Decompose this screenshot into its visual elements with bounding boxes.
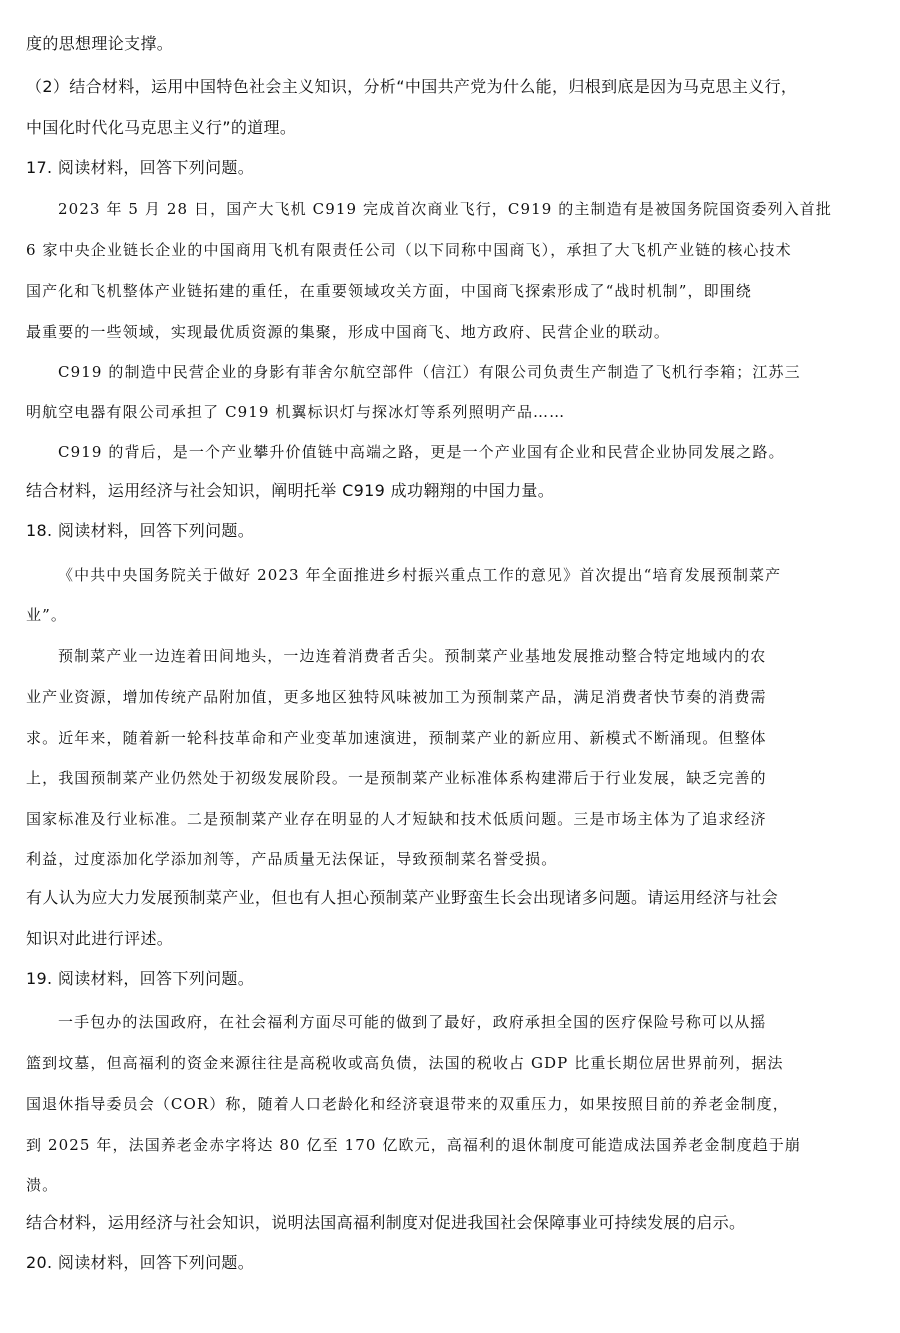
material-line: 求。近年来，随着新一轮科技革命和产业变革加速演进，预制菜产业的新应用、新模式不断涌现。但整体 <box>26 729 767 747</box>
material-line: 明航空电器有限公司承担了 C919 机翼标识灯与探冰灯等系列照明产品…… <box>26 403 566 421</box>
question-18-prompt: 有人认为应大力发展预制菜产业，但也有人担心预制菜产业野蛮生长会出现诸多问题。请运用经济与社会 <box>26 888 779 907</box>
material-line: 业”。 <box>26 606 67 624</box>
material-line: 预制菜产业一边连着田间地头，一边连着消费者舌尖。预制菜产业基地发展推动整合特定地域内的农 <box>58 647 767 665</box>
question-18-prompt-cont: 知识对此进行评述。 <box>26 929 174 948</box>
question-16-part-2: （2）结合材料，运用中国特色社会主义知识，分析“中国共产党为什么能，归根到底是因为马克思主义行， <box>26 77 798 96</box>
question-17-heading: 17. 阅读材料，回答下列问题。 <box>26 158 255 177</box>
text-line: 度的思想理论支撑。 <box>26 34 174 53</box>
question-18-heading: 18. 阅读材料，回答下列问题。 <box>26 521 255 540</box>
material-line: 篮到坟墓，但高福利的资金来源往往是高税收或高负债，法国的税收占 GDP 比重长期位居世界前列，据法 <box>26 1054 784 1072</box>
text-line: 中国化时代化马克思主义行”的道理。 <box>26 118 297 137</box>
question-20-heading: 20. 阅读材料，回答下列问题。 <box>26 1253 255 1272</box>
material-line: 业产业资源，增加传统产品附加值，更多地区独特风味被加工为预制菜产品，满足消费者快节奏的消费需 <box>26 688 767 706</box>
material-line: 2023 年 5 月 28 日，国产大飞机 C919 完成首次商业飞行，C919 的主制造有是被国务院国资委列入首批 <box>58 200 832 218</box>
question-19-heading: 19. 阅读材料，回答下列问题。 <box>26 969 255 988</box>
material-line: 利益，过度添加化学添加剂等，产品质量无法保证，导致预制菜名誉受损。 <box>26 850 558 868</box>
material-line: 最重要的一些领域，实现最优质资源的集聚，形成中国商飞、地方政府、民营企业的联动。 <box>26 323 671 341</box>
question-17-prompt: 结合材料，运用经济与社会知识，阐明托举 C919 成功翱翔的中国力量。 <box>26 481 555 500</box>
material-line: 溃。 <box>26 1176 59 1194</box>
material-line: 国产化和飞机整体产业链拓建的重任，在重要领域攻关方面，中国商飞探索形成了“战时机制”，即围绕 <box>26 282 752 300</box>
material-line: 一手包办的法国政府，在社会福利方面尽可能的做到了最好，政府承担全国的医疗保险号称可以从摇 <box>58 1013 767 1031</box>
material-line: 国退休指导委员会（COR）称，随着人口老龄化和经济衰退带来的双重压力，如果按照目前的养老金制度， <box>26 1095 789 1113</box>
material-line: 到 2025 年，法国养老金赤字将达 80 亿至 170 亿欧元，高福利的退休制度可能造成法国养老金制度趋于崩 <box>26 1136 802 1154</box>
material-line: 6 家中央企业链长企业的中国商用飞机有限责任公司（以下同称中国商飞），承担了大飞机产业链的核心技术 <box>26 241 792 259</box>
material-line: 《中共中央国务院关于做好 2023 年全面推进乡村振兴重点工作的意见》首次提出“培育发展预制菜产 <box>58 566 782 584</box>
question-19-prompt: 结合材料，运用经济与社会知识，说明法国高福利制度对促进我国社会保障事业可持续发展的启示。 <box>26 1213 746 1232</box>
material-line: C919 的背后，是一个产业攀升价值链中高端之路，更是一个产业国有企业和民营企业协同发展之路。 <box>58 443 785 461</box>
material-line: C919 的制造中民营企业的身影有菲舍尔航空部件（信江）有限公司负责生产制造了飞机行李箱；江苏三 <box>58 363 801 381</box>
material-line: 上，我国预制菜产业仍然处于初级发展阶段。一是预制菜产业标准体系构建滞后于行业发展，缺乏完善的 <box>26 769 767 787</box>
material-line: 国家标准及行业标准。二是预制菜产业存在明显的人才短缺和技术低质问题。三是市场主体为了追求经济 <box>26 810 767 828</box>
